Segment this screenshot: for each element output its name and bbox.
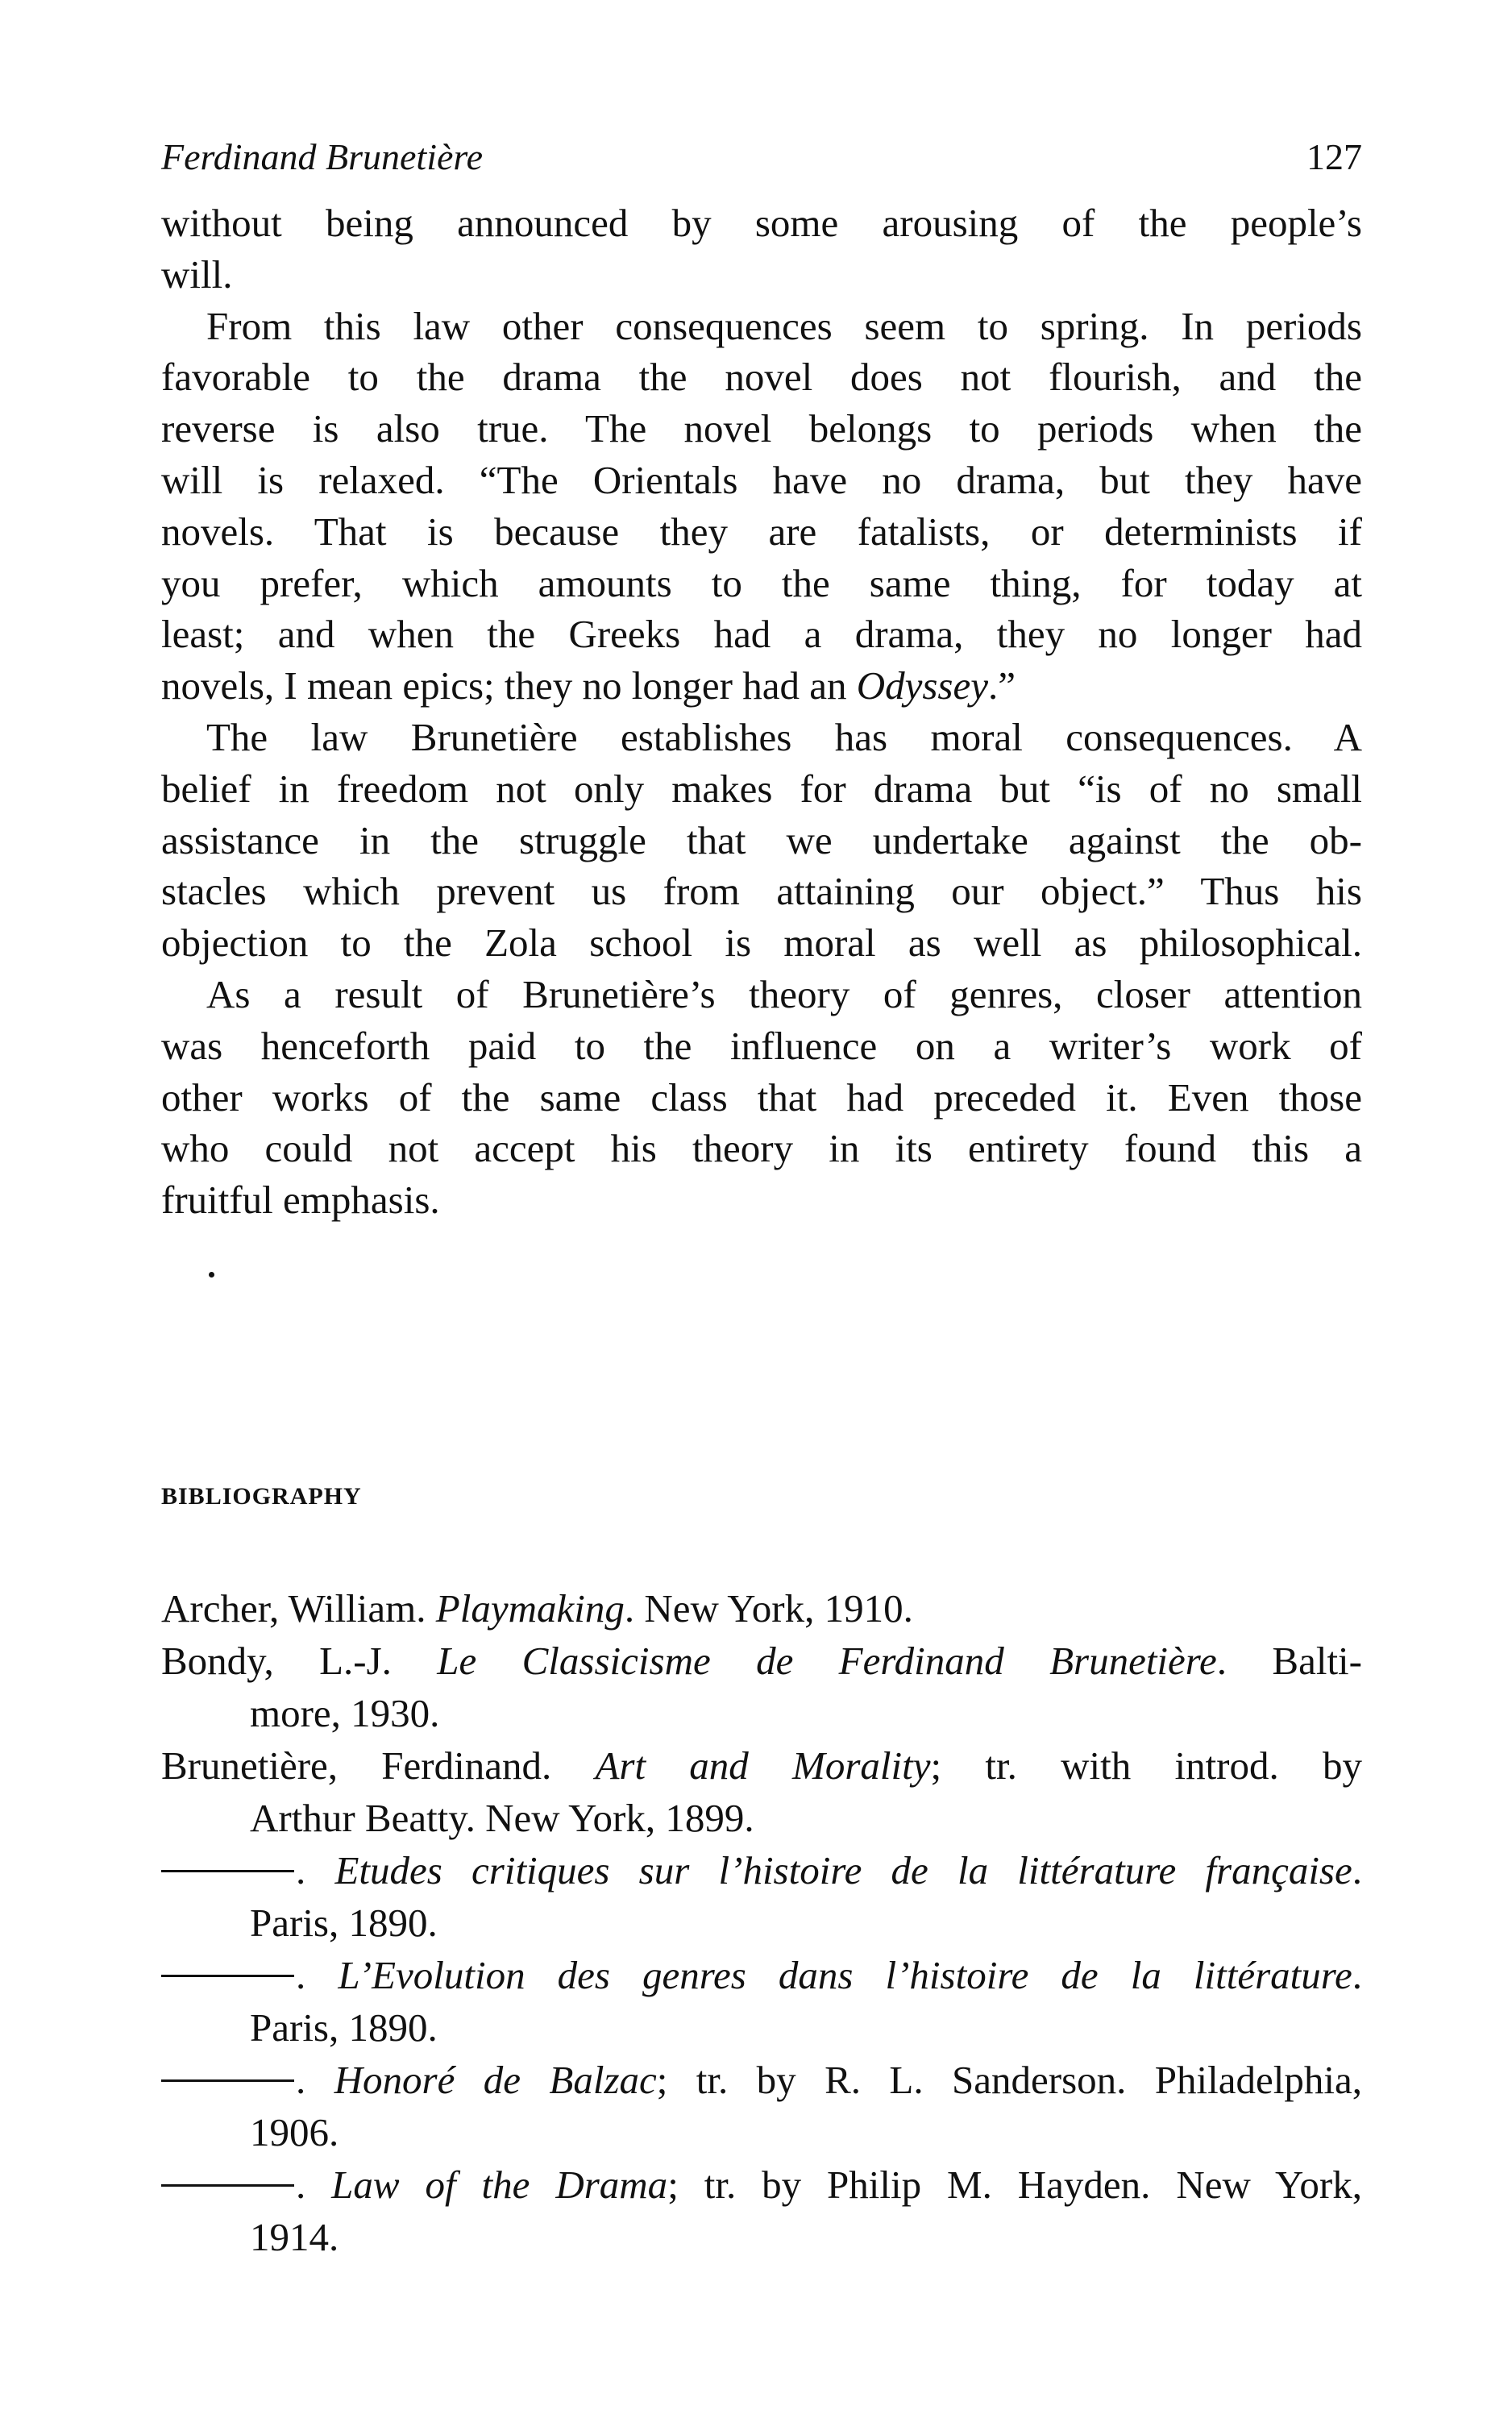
text-line: The law Brunetière establishes has moral consequences. A — [206, 714, 1362, 759]
bibliography-entry — [161, 2158, 1362, 2211]
entry-imprint: . — [1352, 1953, 1363, 1997]
entry-title: Honoré de Balzac — [334, 2058, 657, 2102]
text-line: novels. That is because they are fatalists, or determinists if — [161, 509, 1362, 554]
text-line: assistance in the struggle that we undertake against the ob- — [161, 817, 1362, 862]
text-line: stacles which prevent us from attaining our object.” Thus his — [161, 869, 1362, 914]
entry-title: Le Classicisme de Ferdinand Brunetière — [437, 1639, 1217, 1683]
entry-separator: . — [296, 1848, 335, 1892]
bibliography-list — [161, 1582, 1362, 2263]
bibliography-entry-continuation: Paris, 1890. — [250, 2005, 438, 2050]
text-line: favorable to the drama the novel does not flourish, and the — [161, 355, 1362, 400]
entry-separator: . — [296, 1953, 339, 1997]
text-line: who could not accept his theory in its entirety found this a — [161, 1126, 1362, 1171]
entry-imprint: ; tr. by R. L. Sanderson. Philadelphia, — [656, 2058, 1362, 2102]
bibliography-entry-continuation: more, 1930. — [250, 1691, 440, 1735]
entry-separator: . — [296, 2162, 332, 2207]
entry-title: Law of the Drama — [331, 2162, 668, 2207]
text-line: other works of the same class that had preceded it. Even those — [161, 1074, 1362, 1120]
entry-imprint: ; tr. with introd. by — [930, 1743, 1362, 1788]
text-run: .” — [987, 663, 1016, 708]
ditto-dash — [161, 2079, 294, 2082]
bibliography-entry-continuation: Arthur Beatty. New York, 1899. — [250, 1796, 754, 1840]
entry-imprint: . — [1352, 1848, 1362, 1892]
text-run: novels, I mean epics; they no longer had an — [161, 663, 857, 708]
ditto-dash — [161, 1975, 294, 1977]
body-text — [161, 197, 1362, 1226]
text-line: without being announced by some arousing of the people’s — [161, 201, 1362, 245]
text-line: As a result of Brunetière’s theory of genres, closer attention — [206, 971, 1362, 1016]
text-line: will. — [161, 251, 233, 297]
text-line: least; and when the Greeks had a drama, they no longer had — [161, 612, 1362, 657]
entry-author: Brunetière, Ferdinand. — [161, 1743, 596, 1788]
bibliography-entry-continuation: Paris, 1890. — [250, 1901, 438, 1945]
entry-author: Archer, William. — [161, 1586, 436, 1631]
entry-title: Art and Morality — [595, 1743, 931, 1788]
bibliography-entry — [161, 1739, 1362, 1792]
ditto-dash — [161, 2184, 294, 2187]
page-number: 127 — [1306, 136, 1362, 177]
stray-dot-mark — [209, 1272, 214, 1278]
bibliography-entry-continuation: 1906. — [250, 2110, 339, 2154]
entry-imprint: ; tr. by Philip M. Hayden. New York, — [667, 2162, 1362, 2207]
text-line: was henceforth paid to the influence on a writer’s work of — [161, 1023, 1362, 1068]
entry-title: L’Evolution des genres dans l’histoire de la littérature — [338, 1953, 1352, 1997]
text-line: fruitful emphasis. — [161, 1178, 440, 1223]
entry-imprint: . New York, 1910. — [624, 1586, 913, 1631]
running-head-title: Ferdinand Brunetière — [161, 136, 483, 177]
text-line: reverse is also true. The novel belongs to periods when the — [161, 406, 1362, 451]
text-line — [161, 660, 1362, 712]
bibliography-entry-continuation: 1914. — [250, 2215, 339, 2259]
text-line: you prefer, which amounts to the same thing, for today at — [161, 560, 1362, 605]
bibliography-heading: BIBLIOGRAPHY — [161, 1483, 362, 1510]
bibliography-entry — [161, 1949, 1362, 2001]
ditto-dash — [161, 1870, 294, 1872]
entry-title: Etudes critiques sur l’histoire de la littérature française — [334, 1848, 1352, 1892]
entry-imprint: . Balti- — [1216, 1639, 1362, 1683]
text-line: objection to the Zola school is moral as well as philosophical. — [161, 920, 1362, 966]
bibliography-entry — [161, 1582, 1362, 1635]
text-line: belief in freedom not only makes for drama but “is of no small — [161, 766, 1362, 811]
text-line: will is relaxed. “The Orientals have no drama, but they have — [161, 457, 1362, 502]
italic-title: Odyssey — [856, 663, 988, 708]
entry-author: Bondy, L.-J. — [161, 1639, 438, 1683]
entry-separator: . — [296, 2058, 334, 2102]
text-line: From this law other consequences seem to spring. In periods — [206, 303, 1362, 348]
entry-title: Playmaking — [435, 1586, 625, 1631]
bibliography-entry — [161, 1844, 1362, 1897]
running-head — [161, 135, 1362, 184]
bibliography-entry — [161, 2054, 1362, 2106]
bibliography-entry — [161, 1635, 1362, 1687]
